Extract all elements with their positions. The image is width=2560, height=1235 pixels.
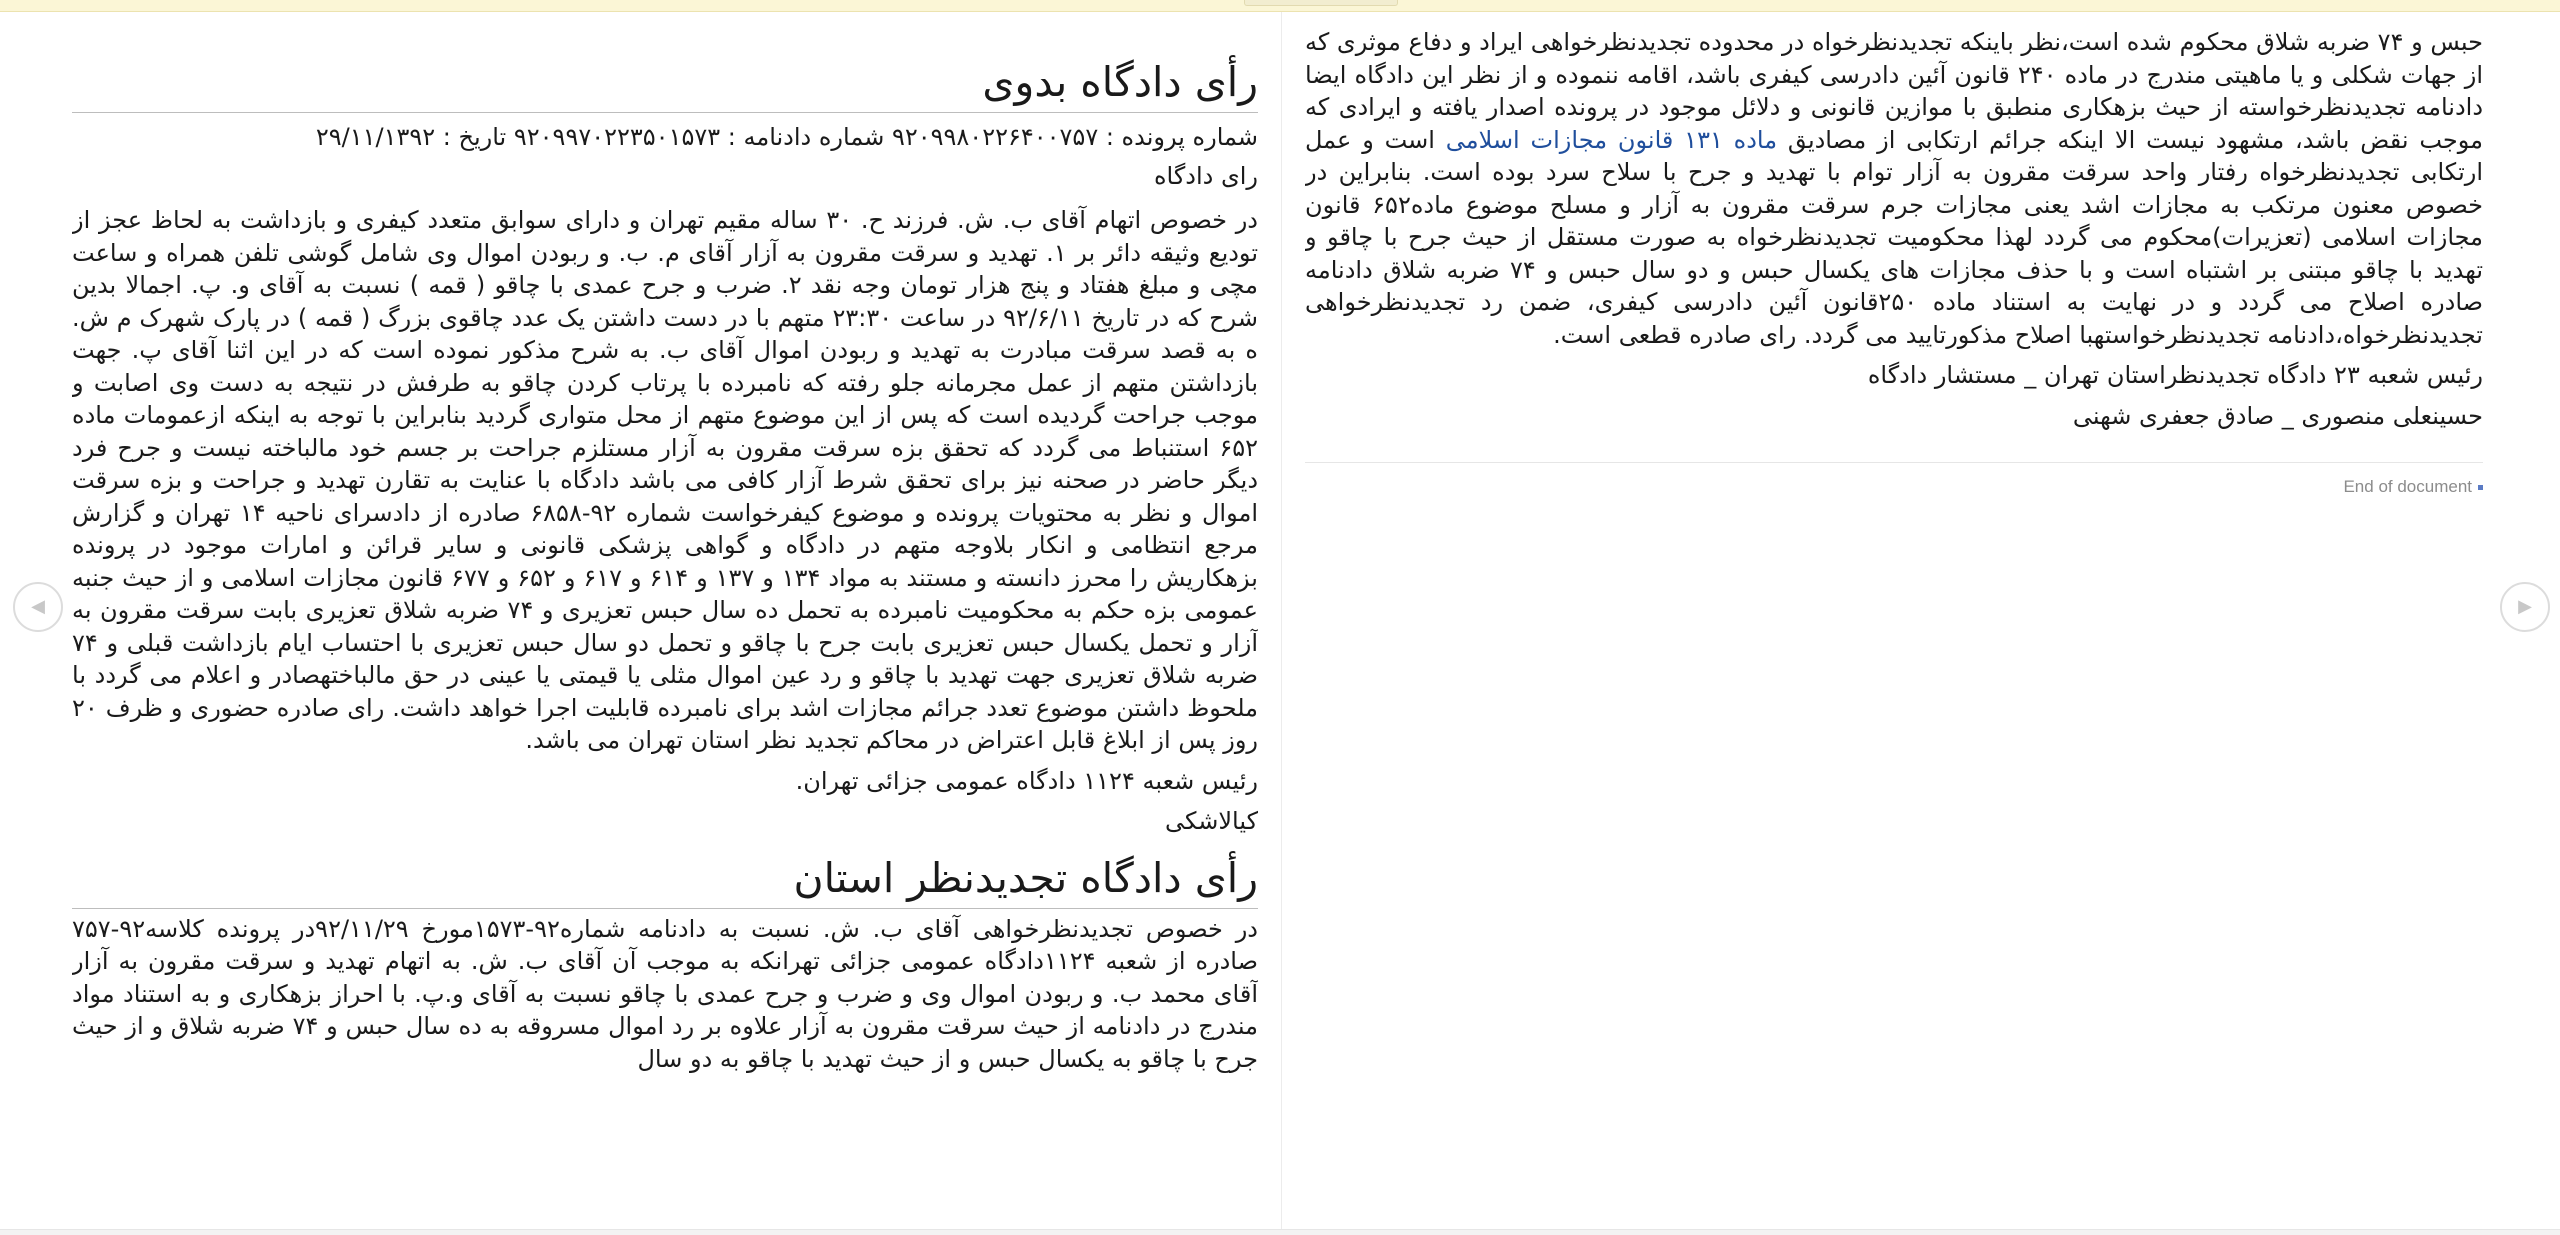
end-of-document-bullet-icon bbox=[2478, 485, 2483, 490]
previous-page-button[interactable] bbox=[13, 582, 63, 632]
appeal-text-after-link: است و عمل ارتکابی تجدیدنظرخواه رفتار واحد سرقت مقرون به آزار توام با تهدید و جرح با سلاح سرد بوده است. بنابراین در خصوص معنون مرتکب به مجازات اشد یعنی مجازات جرم سرقت مقرون به آزار و مسلح موضوع ماده۶۵۲ قانون مجازات اسلامی (تعزیرات)محکوم می گردد لهذا محکومیت تجدیدنظرخواه به صورت مستقل از حیث جرح با چاقو و تهدید با چاقو مبتنی بر اشتباه است و با حذف مجازات های یکسال حبس و دو سال حبس و ۷۴ ضربه شلاق دادنامه صادره اصلاح می گردد و در نهایت به استناد ماده ۲۵۰قانون آئین دادرسی کیفری، ضمن رد تجدیدنظرخواهی تجدیدنظرخواه،دادنامه تجدیدنظرخواستهبا اصلاح مذکورتایید می گردد. رای صادره قطعی است. bbox=[1305, 125, 2483, 349]
top-toolbar-strip bbox=[0, 0, 2560, 12]
appeal-body: در خصوص تجدیدنظرخواهی آقای ب. ش. نسبت به دادنامه شماره۹۲-۱۵۷۳مورخ ۹۲/۱۱/۲۹در پرونده کلاسه۹۲-۷۵۷ صادره از شعبه ۱۱۲۴دادگاه عمومی جزائی تهرانکه به موجب آن آقای ب. ش. به اتهام تهدید و سرقت مقرون به آزار آقای محمد ب. و ربودن اموال وی و ضرب و جرح عمدی با چاقو نسبت به آقای و.پ. با احراز بزهکاری و به استناد مواد مندرج در دادنامه از حیث سرقت مقرون به آزار علاوه بر رد اموال مسروقه به ده سال حبس و ۷۴ ضربه شلاق و از حیث جرح با چاقو به یکسال حبس و از حیث تهدید با چاقو به دو سال bbox=[72, 914, 1258, 1073]
judge-title: رئیس شعبه ۱۱۲۴ دادگاه عمومی جزائی تهران. bbox=[795, 766, 1258, 795]
case-meta-line: شماره پرونده : ۹۲۰۹۹۸۰۲۲۶۴۰۰۷۵۷ شماره دادنامه : ۹۲۰۹۹۷۰۲۲۳۵۰۱۵۷۳ تاریخ : ۲۹/۱۱/۱۳۹۲ bbox=[315, 123, 1258, 151]
end-of-document-marker bbox=[1305, 477, 2483, 497]
heading-first-instance-verdict: رأی دادگاه بدوی bbox=[72, 56, 1258, 113]
chevron-right-icon: ▶ bbox=[2518, 596, 2532, 617]
toolbar-tab-handle[interactable] bbox=[1244, 0, 1398, 6]
bottom-scroll-strip bbox=[0, 1229, 2560, 1235]
next-page-button[interactable] bbox=[2500, 582, 2550, 632]
law-article-link[interactable]: ماده ۱۳۱ قانون مجازات اسلامی bbox=[1445, 125, 1778, 154]
appeal-body-continued bbox=[1305, 26, 2483, 351]
heading-appeal-verdict: رأی دادگاه تجدیدنظر استان bbox=[72, 852, 1258, 909]
verdict-body: در خصوص اتهام آقای ب. ش. فرزند ح. ۳۰ ساله مقیم تهران و دارای سوابق متعدد کیفری و بازداشت به لحاظ عجز از تودیع وثیقه دائر بر ۱. تهدید و سرقت مقرون به آزار آقای م. ب. و ربودن اموال وی شامل گوشی تلفن همراه و ساعت مچی و مبلغ هفتاد و پنج هزار تومان وجه نقد ۲. ضرب و جرح عمدی با چاقو ( قمه ) نسبت به آقای و. پ. اجمالا بدین شرح که در تاریخ ۹۲/۶/۱۱ در ساعت ۲۳:۳۰ متهم با در دست داشتن یک عدد چاقوی بزرگ ( قمه ) در پارک شهرک م ش. ه به قصد سرقت مبادرت به تهدید و ربودن اموال آقای ب. به شرح مذکور نموده است که در این اثنا آقای پ. جهت بازداشتن متهم از عمل مجرمانه جلو رفته که نامبرده با پرتاب کردن چاقو به طرفش در نتیجه به دست وی اصابت و موجب جراحت گردیده است که پس از این موضوع متهم از محل متواری گردید بنابراین با توجه به اینکه ازعمومات ماده ۶۵۲ استنباط می گردد که تحقق بزه سرقت مقرون به آزار مستلزم جراحت بر جسم خود مالباخته نیست و جرح فرد دیگر حاضر در صحنه نیز برای تحقق شرط آزار کافی می باشد دادگاه با عنایت به تقارن تهدید و جراحت و بزه سرقت اموال و نظر به محتویات پرونده و موضوع کیفرخواست شماره ۹۲-۶۸۵۸ صادره از دادسرای ناحیه ۱۴ تهران و گزارش مرجع انتظامی و انکار بلاوجه متهم در دادگاه و گواهی پزشکی قانونی و سایر قرائن و امارات موجود در پرونده بزهکاریش را محرز دانسته و مستند به مواد ۱۳۴ و ۱۳۷ و ۶۱۴ و ۶۱۷ و ۶۵۲ و ۶۷۷ قانون مجازات اسلامی و از حیث جنبه عمومی بزه حکم به محکومیت نامبرده به تحمل ده سال حبس تعزیری و ۷۴ ضربه شلاق تعزیری بابت سرقت مقرون به آزار و تحمل یکسال حبس تعزیری بابت جرح با چاقو و تحمل دو سال حبس تعزیری با احتساب ایام بازداشت قبلی و ۷۴ ضربه شلاق تعزیری جهت تهدید با چاقو و رد عین اموال مثلی یا قیمتی یا عینی در حق مالباختهصادر و اعلام می گردد با ملحوظ داشتن موضوع تعدد جرائم مجازات اشد برای نامبرده قابلیت اجرا خواهد داشت. رای صادره حضوری و ظرف ۲۰ روز پس از ابلاغ قابل اعتراض در محاکم تجدید نظر استان تهران می باشد. bbox=[72, 206, 1258, 754]
chevron-left-icon: ◀ bbox=[31, 596, 45, 617]
appeal-court-title: رئیس شعبه ۲۳ دادگاه تجدیدنظراستان تهران _ مستشار دادگاه bbox=[1867, 361, 2483, 389]
appeal-judges-names: حسینعلی منصوری _ صادق جعفری شهنی bbox=[2072, 401, 2483, 430]
judge-name: کیالاشکی bbox=[1164, 807, 1258, 835]
document-page-left bbox=[72, 26, 1258, 1235]
end-of-document-label: End of document bbox=[2343, 477, 2472, 496]
column-divider bbox=[1281, 12, 1282, 1235]
document-page-right bbox=[1305, 26, 2483, 1235]
appeal-text-before-link: حبس و ۷۴ ضربه شلاق محکوم شده است،نظر باینکه تجدیدنظرخواه در محدوده تجدیدنظرخواهی ایراد و دفاع موثری که از جهات شکلی و یا ماهیتی مندرج در ماده ۲۴۰ قانون آئین دادرسی کیفری باشد، اقامه ننموده و از نظر این دادگاه ایضا دادنامه تجدیدنظرخواسته از حیث بزهکاری منطبق با موازین قانونی و دلائل موجود در پرونده اصدار یافته و ایرادی که موجب نقض باشد، مشهود نیست الا اینکه جرائم ارتکابی از مصادیق bbox=[1305, 28, 2483, 154]
end-separator bbox=[1305, 462, 2483, 463]
verdict-label: رای دادگاه bbox=[1153, 161, 1258, 190]
